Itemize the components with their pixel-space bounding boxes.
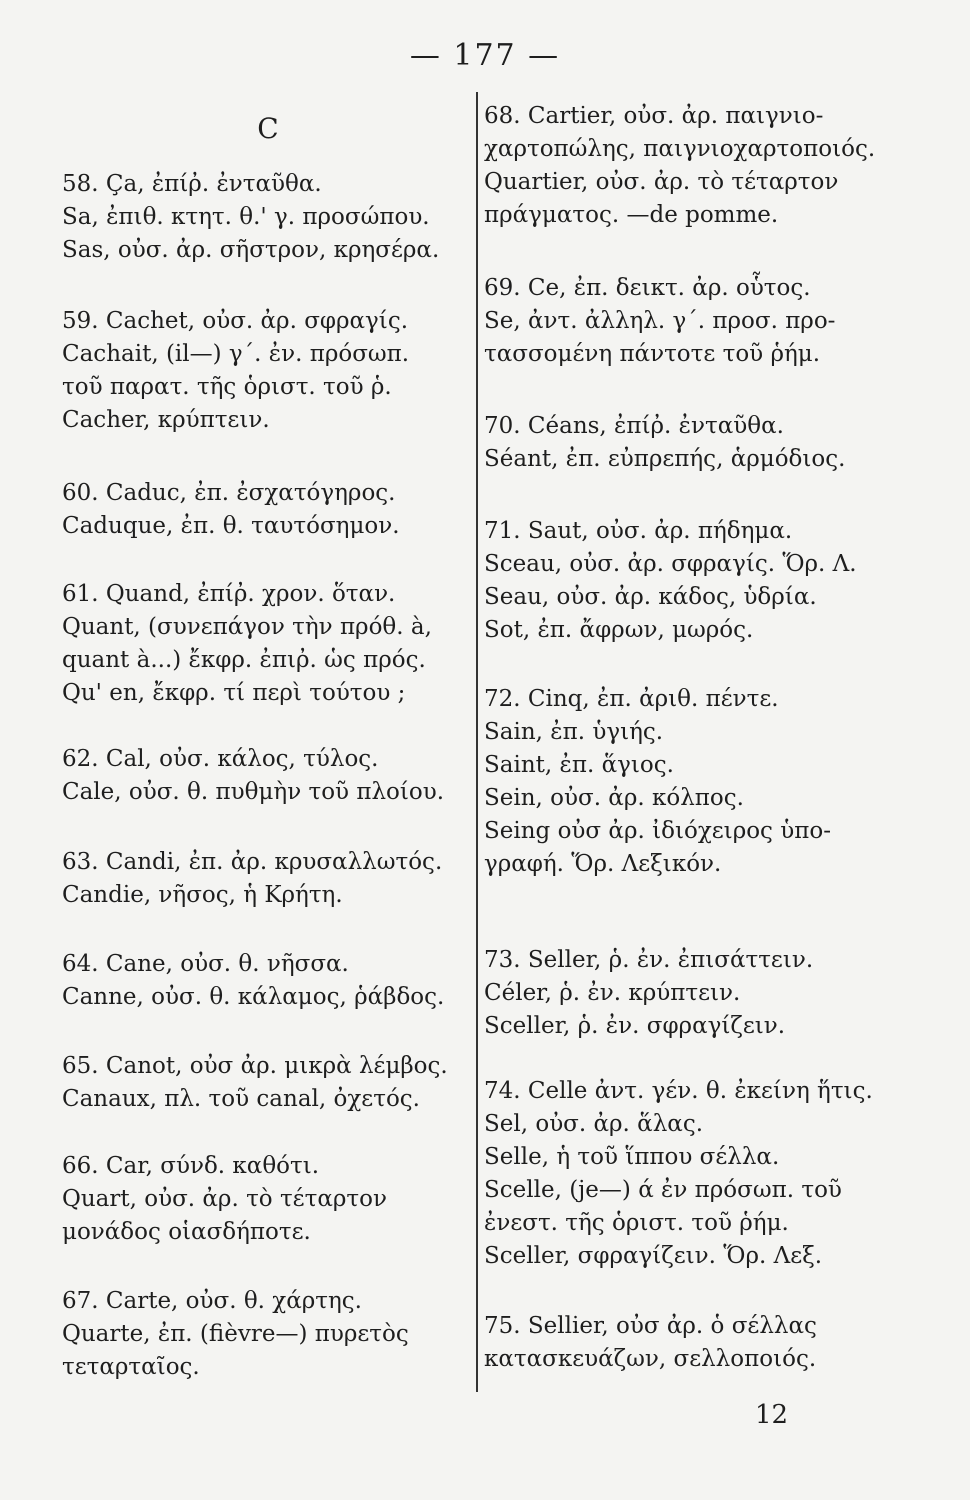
entry-first-line — [62, 948, 444, 981]
entry-number: 58. — [62, 171, 106, 197]
entry-first-line — [484, 515, 857, 548]
dictionary-entry — [62, 578, 432, 710]
entry-text: Car, σύνδ. καθότι. — [105, 1153, 320, 1179]
entry-line: τοῦ παρατ. τῆς ὁριστ. τοῦ ῥ. — [62, 374, 392, 400]
dictionary-entry — [484, 515, 857, 647]
entry-text: Celle ἀντ. γέν. θ. ἐκείνη ἥτις. — [527, 1078, 873, 1104]
entry-line: Sas, οὐσ. ἀρ. σῆστρον, κρησέρα. — [62, 237, 440, 263]
entry-line: ἐνεστ. τῆς ὁριστ. τοῦ ῥήμ. — [484, 1210, 789, 1236]
entry-text: Céans, ἐπίῤ. ἐνταῦθα. — [527, 413, 784, 439]
entry-line: Caduque, ἐπ. θ. ταυτόσημον. — [62, 513, 400, 539]
page-number-header: — 177 — — [409, 38, 561, 73]
entry-text: Cartier, οὐσ. ἀρ. παιγνιο- — [527, 103, 824, 129]
entry-number: 60. — [62, 480, 106, 506]
entry-text: Caduc, ἐπ. ἐσχατόγηρος. — [105, 480, 396, 506]
dictionary-entry — [484, 944, 813, 1043]
entry-line: Scelle, (je—) ά ἐν πρόσωπ. τοῦ — [484, 1177, 842, 1203]
dictionary-entry — [484, 1075, 873, 1273]
entry-text: Carte, οὐσ. θ. χάρτης. — [105, 1288, 362, 1314]
entry-line: γραφή. Ὅρ. Λεξικόν. — [484, 851, 722, 877]
entry-line: Céler, ῥ. ἐν. κρύπτειν. — [484, 980, 741, 1006]
entry-line: Sain, ἐπ. ὑγιής. — [484, 719, 664, 745]
entry-first-line — [62, 1050, 448, 1083]
entry-line: μονάδος οἱασδήποτε. — [62, 1219, 311, 1245]
entry-line: Sa, ἐπιθ. κτητ. θ.' γ. προσώπου. — [62, 204, 430, 230]
entry-number: 64. — [62, 951, 106, 977]
dictionary-entry — [62, 743, 444, 809]
entry-line: Quarte, ἐπ. (fièvre—) πυρετὸς — [62, 1321, 409, 1347]
entry-first-line — [484, 410, 845, 443]
entry-line: Sceller, σφραγίζειν. Ὅρ. Λεξ. — [484, 1243, 823, 1269]
entry-number: 62. — [62, 746, 106, 772]
entry-line: Quant, (συνεπάγον τὴν πρόθ. à, — [62, 614, 432, 640]
entry-text: Seller, ῥ. ἐν. ἐπισάττειν. — [527, 947, 814, 973]
entry-number: 73. — [484, 947, 528, 973]
entry-text: Ce, ἐπ. δεικτ. ἀρ. οὗτος. — [527, 275, 811, 301]
entry-line: πράγματος. —de pomme. — [484, 202, 779, 228]
entry-number: 67. — [62, 1288, 106, 1314]
entry-line: τασσομένη πάντοτε τοῦ ῥήμ. — [484, 341, 821, 367]
entry-number: 65. — [62, 1053, 106, 1079]
entry-first-line — [62, 477, 400, 510]
entry-first-line — [62, 1285, 409, 1318]
entry-number: 59. — [62, 308, 106, 334]
entry-number: 71. — [484, 518, 528, 544]
entry-line: Cacher, κρύπτειν. — [62, 407, 270, 433]
entry-number: 66. — [62, 1153, 106, 1179]
entry-line: quant à...) ἔκφρ. ἐπιῤ. ὡς πρός. — [62, 647, 426, 673]
entry-line: Cachait, (il—) γ΄. ἐν. πρόσωπ. — [62, 341, 410, 367]
dictionary-entry — [484, 272, 835, 371]
entry-first-line — [484, 100, 875, 133]
entry-first-line — [62, 1150, 387, 1183]
entry-number: 75. — [484, 1313, 528, 1339]
entry-line: Sein, οὐσ. ἀρ. κόλπος. — [484, 785, 744, 811]
entry-line: Seau, οὐσ. ἀρ. κάδος, ὑδρία. — [484, 584, 817, 610]
entry-first-line — [62, 168, 439, 201]
entry-line: Canne, οὐσ. θ. κάλαμος, ῥάβδος. — [62, 984, 445, 1010]
entry-text: Cal, οὐσ. κάλος, τύλος. — [105, 746, 379, 772]
entry-first-line — [62, 305, 409, 338]
entry-line: Sceller, ῥ. ἐν. σφραγίζειν. — [484, 1013, 786, 1039]
entry-first-line — [484, 944, 813, 977]
dictionary-entry — [62, 477, 400, 543]
entry-text: Cinq, ἐπ. ἀριθ. πέντε. — [527, 686, 779, 712]
entry-line: χαρτοπώλης, παιγνιοχαρτοποιός. — [484, 136, 876, 162]
section-letter: C — [257, 112, 279, 145]
entry-line: Cale, οὐσ. θ. πυθμὴν τοῦ πλοίου. — [62, 779, 445, 805]
entry-line: Seing οὐσ ἀρ. ἰδιόχειρος ὑπο- — [484, 818, 831, 844]
entry-number: 74. — [484, 1078, 528, 1104]
entry-line: τεταρταῖος. — [62, 1354, 200, 1380]
dictionary-entry — [62, 168, 439, 267]
entry-first-line — [484, 683, 831, 716]
entry-line: Sceau, οὐσ. ἀρ. σφραγίς. Ὅρ. Λ. — [484, 551, 857, 577]
entry-text: Canot, οὐσ ἀρ. μικρὰ λέμβος. — [105, 1053, 448, 1079]
entry-text: Ça, ἐπίῤ. ἐνταῦθα. — [105, 171, 322, 197]
entry-first-line — [62, 578, 432, 611]
entry-number: 69. — [484, 275, 528, 301]
dictionary-entry — [484, 100, 875, 232]
dictionary-entry — [62, 1150, 387, 1249]
column-divider — [476, 92, 478, 1392]
entry-first-line — [62, 743, 444, 776]
entry-text: Candi, ἐπ. ἀρ. κρυσαλλωτός. — [105, 849, 443, 875]
entry-line: Se, ἀντ. ἀλληλ. γ΄. προσ. προ- — [484, 308, 836, 334]
entry-text: Saut, οὐσ. ἀρ. πήδημα. — [527, 518, 793, 544]
entry-line: Quartier, οὐσ. ἀρ. τὸ τέταρτον — [484, 169, 839, 195]
entry-line: Séant, ἐπ. εὐπρεπής, ἁρμόδιος. — [484, 446, 846, 472]
entry-line: Sel, οὐσ. ἀρ. ἅλας. — [484, 1111, 704, 1137]
dictionary-entry — [62, 948, 444, 1014]
dictionary-entry — [62, 846, 442, 912]
entry-line: κατασκευάζων, σελλοποιός. — [484, 1346, 817, 1372]
entry-line: Candie, νῆσος, ἡ Κρήτη. — [62, 882, 343, 908]
entry-number: 63. — [62, 849, 106, 875]
entry-line: Quart, οὐσ. ἀρ. τὸ τέταρτον — [62, 1186, 387, 1212]
entry-line: Selle, ἡ τοῦ ἵππου σέλλα. — [484, 1144, 780, 1170]
entry-number: 70. — [484, 413, 528, 439]
dictionary-entry — [484, 410, 845, 476]
entry-text: Sellier, οὐσ ἀρ. ὁ σέλλας — [527, 1313, 817, 1339]
entry-number: 72. — [484, 686, 528, 712]
entry-text: Cachet, οὐσ. ἀρ. σφραγίς. — [105, 308, 409, 334]
dictionary-entry — [484, 1310, 817, 1376]
entry-first-line — [484, 1075, 873, 1108]
entry-line: Sot, ἐπ. ἄφρων, μωρός. — [484, 617, 754, 643]
entry-first-line — [484, 272, 835, 305]
dictionary-entry — [484, 683, 831, 881]
entry-first-line — [62, 846, 442, 879]
entry-number: 61. — [62, 581, 106, 607]
dictionary-entry — [62, 305, 409, 437]
entry-line: Canaux, πλ. τοῦ canal, ὀχετός. — [62, 1086, 420, 1112]
signature-mark: 12 — [755, 1400, 789, 1430]
entry-text: Quand, ἐπίῤ. χρον. ὅταν. — [105, 581, 396, 607]
entry-text: Cane, οὐσ. θ. νῆσσα. — [105, 951, 349, 977]
dictionary-entry — [62, 1050, 448, 1116]
entry-number: 68. — [484, 103, 528, 129]
entry-line: Qu' en, ἔκφρ. τί περὶ τούτου ; — [62, 680, 406, 706]
dictionary-entry — [62, 1285, 409, 1384]
entry-line: Saint, ἐπ. ἅγιος. — [484, 752, 674, 778]
entry-first-line — [484, 1310, 817, 1343]
